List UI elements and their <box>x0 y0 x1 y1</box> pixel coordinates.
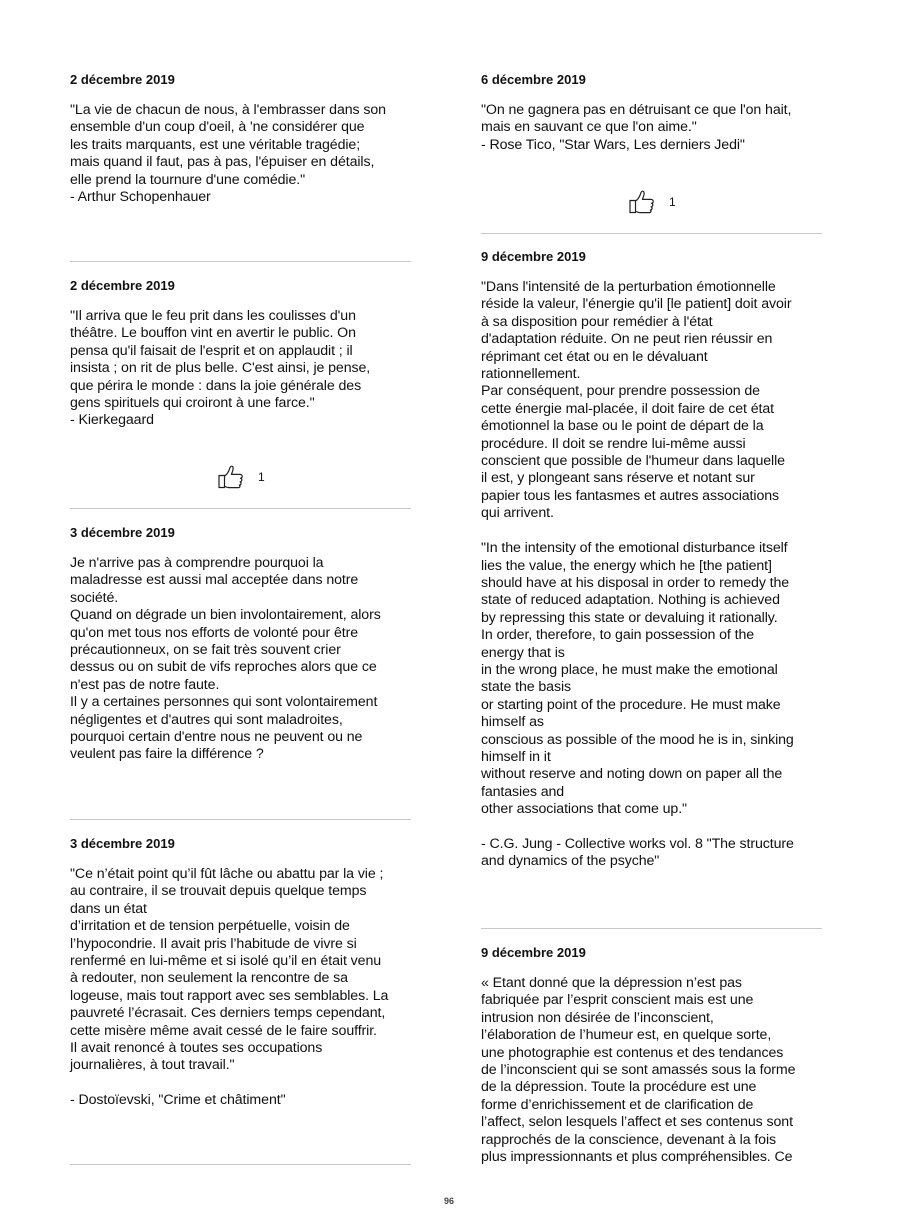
divider <box>70 508 411 509</box>
like-button[interactable] <box>629 190 676 214</box>
post-entry <box>481 945 823 1166</box>
like-count: 1 <box>258 470 265 484</box>
post-text: « Etant donné que la dépression n’est pas fabriquée par l’esprit conscient mais est une intrusion non désirée de l’inconscient, l’élaboration de l’humeur est, en quelque sorte, une photographie est contenus et des tendances de l’inconscient qui se sont amassés sous la forme de la dépression. Toute la procédure est une forme d’enrichissement et de clarification de l’affect, selon lesquels l’affect et ses contenus sont rapprochés de la conscience, devenant à la fois plus impressionnants et plus compréhensibles. Ce <box>481 975 796 1166</box>
post-text: "Il arriva que le feu prit dans les coulisses d'un théâtre. Le bouffon vint en avertir le public. On pensa qu'il faisait de l'esprit et on applaudit ; il insista ; on rit de plus belle. C'est ainsi, je pense, que périra le monde : dans la joie générale des gens spirituels qui croiront à une farce." - Kierkegaard <box>70 308 371 429</box>
post-date: 6 décembre 2019 <box>481 72 586 87</box>
post-entry <box>70 836 412 1110</box>
post-text: Je n'arrive pas à comprendre pourquoi la maladresse est aussi mal acceptée dans notre société. Quand on dégrade un bien involontairement, alors qu'on met tous nos efforts de volonté pour être précautionneux, on se fait très souvent crier dessus ou on subit de vifs reproches alors que ce n'est pas de notre faute. Il y a certaines personnes qui sont volontairement négligentes et d'autres qui sont maladroites, pourquoi certain d'entre nous ne peuvent ou ne veulent pas faire la différence ? <box>70 555 381 763</box>
post-entry <box>481 249 823 871</box>
post-entry <box>70 278 412 430</box>
post-date: 2 décembre 2019 <box>70 278 175 293</box>
post-date: 2 décembre 2019 <box>70 72 175 87</box>
post-date: 3 décembre 2019 <box>70 525 175 540</box>
thumbs-up-icon <box>218 465 244 489</box>
post-text: "Dans l'intensité de la perturbation émotionnelle réside la valeur, l'énergie qu'il [le patient] doit avoir à sa disposition pour remédier à l'état d'adaptation réduite. On ne peut rien réussir en réprimant cet état ou en le dévaluant rationnellement. Par conséquent, pour prendre possession de cette énergie mal-placée, il doit faire de cet état émotionnel la base ou le point de départ de la procédure. Il doit se rendre lui-même aussi conscient que possible de l'humeur dans laquelle il est, y plongeant sans réserve et notant sur papier tous les fantasmes et autres associations qui arrivent. "In the intensity of the emotional disturbance itself lies the value, the energy which he [the patient] should have at his disposal in order to remedy the state of reduced adaptation. Nothing is achieved by repressing this state or devaluing it rationally. In order, therefore, to gain possession of the energy that is in the wrong place, he must make the emotional state the basis or starting point of the procedure. He must make himself as conscious as possible of the mood he is in, sinking himself in it without reserve and noting down on paper all the fantasies and other associations that come up." - C.G. Jung - Collective works vol. 8 "The structure and dynamics of the psyche" <box>481 279 794 870</box>
divider <box>70 819 411 820</box>
divider <box>70 261 411 262</box>
post-date: 3 décembre 2019 <box>70 836 175 851</box>
post-date: 9 décembre 2019 <box>481 249 586 264</box>
post-entry <box>481 72 823 154</box>
divider <box>70 1164 411 1165</box>
post-text: "Ce n’était point qu’il fût lâche ou abattu par la vie ; au contraire, il se trouvait depuis quelque temps dans un état d’irritation et de tension perpétuelle, voisin de l’hypocondrie. Il avait pris l’habitude de vivre si renfermé en lui-même et si isolé qu’il en était venu à redouter, non seulement la rencontre de sa logeuse, mais tout rapport avec ses semblables. La pauvreté l’écrasait. Ces derniers temps cependant, cette misère même avait cessé de le faire souffrir. Il avait renoncé à toutes ses occupations journalières, à tout travail." - Dostoïevski, "Crime et châtiment" <box>70 866 389 1109</box>
divider <box>481 233 822 234</box>
post-entry <box>70 525 412 764</box>
like-button[interactable] <box>218 465 265 489</box>
like-count: 1 <box>669 195 676 209</box>
page-number: 96 <box>443 1196 454 1206</box>
post-entry <box>70 72 412 206</box>
thumbs-up-icon <box>629 190 655 214</box>
post-date: 9 décembre 2019 <box>481 945 586 960</box>
post-text: "On ne gagnera pas en détruisant ce que l'on hait, mais en sauvant ce que l'on aime." - Rose Tico, "Star Wars, Les derniers Jedi" <box>481 102 792 153</box>
post-text: "La vie de chacun de nous, à l'embrasser dans son ensemble d'un coup d'oeil, à 'ne considérer que les traits marquants, est une véritable tragédie; mais quand il faut, pas à pas, l'épuiser en détails, elle prend la tournure d'une comédie." - Arthur Schopenhauer <box>70 102 386 206</box>
divider <box>481 928 822 929</box>
